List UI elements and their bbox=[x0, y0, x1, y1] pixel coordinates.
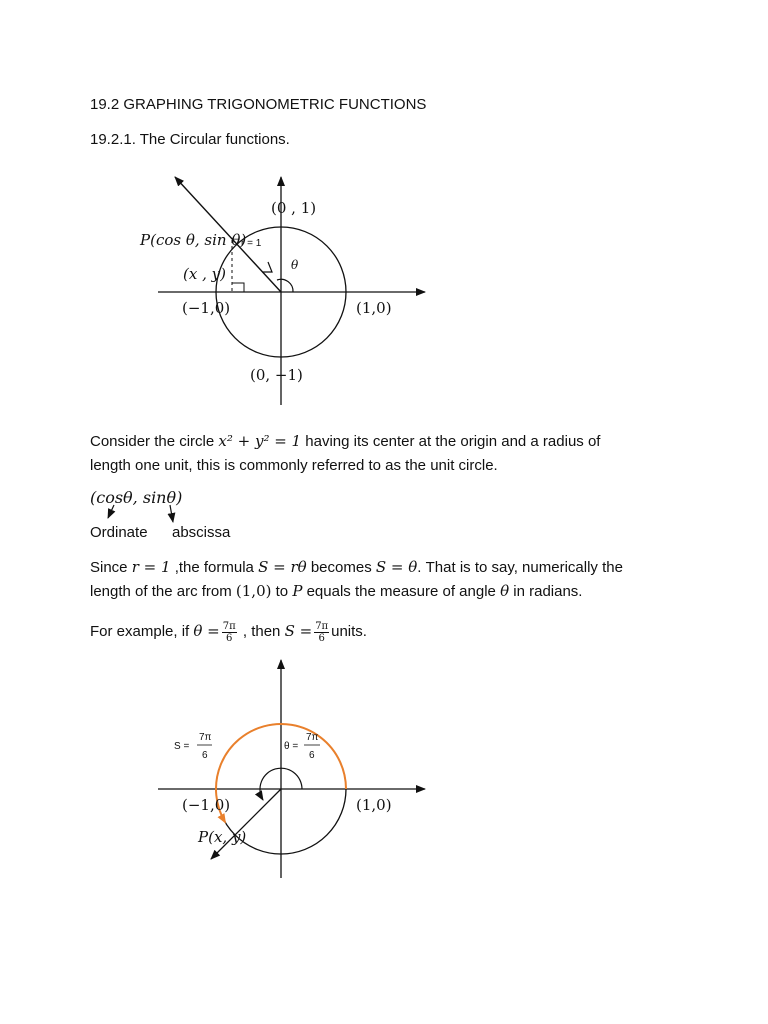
fig2-s-label: S = bbox=[174, 741, 190, 752]
fig1-label-bottom: (0, −1) bbox=[250, 366, 303, 384]
p2-line2-d: in radians. bbox=[509, 583, 583, 600]
subsection-heading: 19.2.1. The Circular functions. bbox=[90, 131, 290, 148]
fig1-label-p: P(cos θ, sin θ) bbox=[140, 231, 247, 249]
fig1-label-xy: (x , y) bbox=[183, 265, 226, 283]
fig2-theta-den: 6 bbox=[309, 750, 315, 761]
p1-suffix: having its center at the origin and a radius of bbox=[301, 433, 601, 450]
example-then: , then bbox=[238, 623, 285, 640]
fig2-label-left: (−1,0) bbox=[182, 796, 231, 814]
fig2-theta-num: 7π bbox=[306, 732, 319, 743]
fig2-s-num: 7π bbox=[199, 732, 212, 743]
p2-becomes: becomes bbox=[306, 559, 376, 576]
paragraph-2-line-1 bbox=[90, 557, 623, 578]
unit-circle-term: unit circle. bbox=[430, 457, 498, 474]
fig1-right-angle bbox=[232, 283, 244, 292]
p2-line2-b: to bbox=[271, 583, 293, 600]
example-prefix: For example, if bbox=[90, 623, 194, 640]
p2-point: (1,0) bbox=[235, 582, 272, 600]
fig1-label-r: r = 1 bbox=[241, 238, 262, 249]
paragraph-2-line-2 bbox=[90, 581, 582, 602]
fig2-s-den: 6 bbox=[202, 750, 208, 761]
p2-theta: θ bbox=[500, 582, 510, 600]
abscissa-label: abscissa bbox=[172, 524, 231, 541]
example-s-den: 6 bbox=[318, 632, 325, 644]
p1-prefix: Consider the circle bbox=[90, 433, 219, 450]
fig1-label-top: (0 , 1) bbox=[271, 199, 317, 217]
p2-formula-text: ,the formula bbox=[170, 559, 259, 576]
paragraph-1-line-2 bbox=[90, 456, 498, 476]
fig2-theta-label: θ = bbox=[284, 741, 299, 752]
example-theta-den: 6 bbox=[226, 632, 233, 644]
fig2-label-p: P(x, y) bbox=[198, 828, 247, 846]
p2-s-eq: S = rθ bbox=[258, 558, 307, 576]
p2-since: Since bbox=[90, 559, 132, 576]
example-theta-fraction bbox=[222, 621, 237, 644]
cos-sin-pair: (cosθ, sinθ) bbox=[90, 488, 183, 507]
fig1-label-right: (1,0) bbox=[356, 299, 392, 317]
p2-rest: . That is to say, numerically the bbox=[417, 559, 623, 576]
example-line bbox=[90, 617, 367, 646]
p2-s-theta: S = θ bbox=[375, 558, 418, 576]
p1-equation: x² + y² = 1 bbox=[218, 432, 302, 450]
p2-line2-c: equals the measure of angle bbox=[302, 583, 501, 600]
p2-r-eq: r = 1 bbox=[131, 558, 171, 576]
example-s-fraction bbox=[314, 621, 329, 644]
fig1-label-left: (−1,0) bbox=[182, 299, 231, 317]
p2-line2-a: length of the arc from bbox=[90, 583, 236, 600]
ordinate-label: Ordinate bbox=[90, 524, 148, 541]
example-theta-eq: θ = bbox=[193, 622, 220, 640]
example-s-eq: S = bbox=[284, 622, 313, 640]
example-s-num: 7π bbox=[315, 620, 329, 632]
example-theta-num: 7π bbox=[222, 620, 236, 632]
p1-line2: length one unit, this is commonly referred to as the bbox=[90, 457, 431, 474]
fig1-ray-arrowhead bbox=[262, 262, 272, 272]
section-heading: 19.2 GRAPHING TRIGONOMETRIC FUNCTIONS bbox=[90, 96, 427, 113]
example-units: units. bbox=[331, 623, 367, 640]
paragraph-1-line-1 bbox=[90, 431, 600, 452]
fig2-label-right: (1,0) bbox=[356, 796, 392, 814]
fig1-label-theta: θ bbox=[291, 258, 299, 272]
p2-p: P bbox=[292, 582, 303, 600]
